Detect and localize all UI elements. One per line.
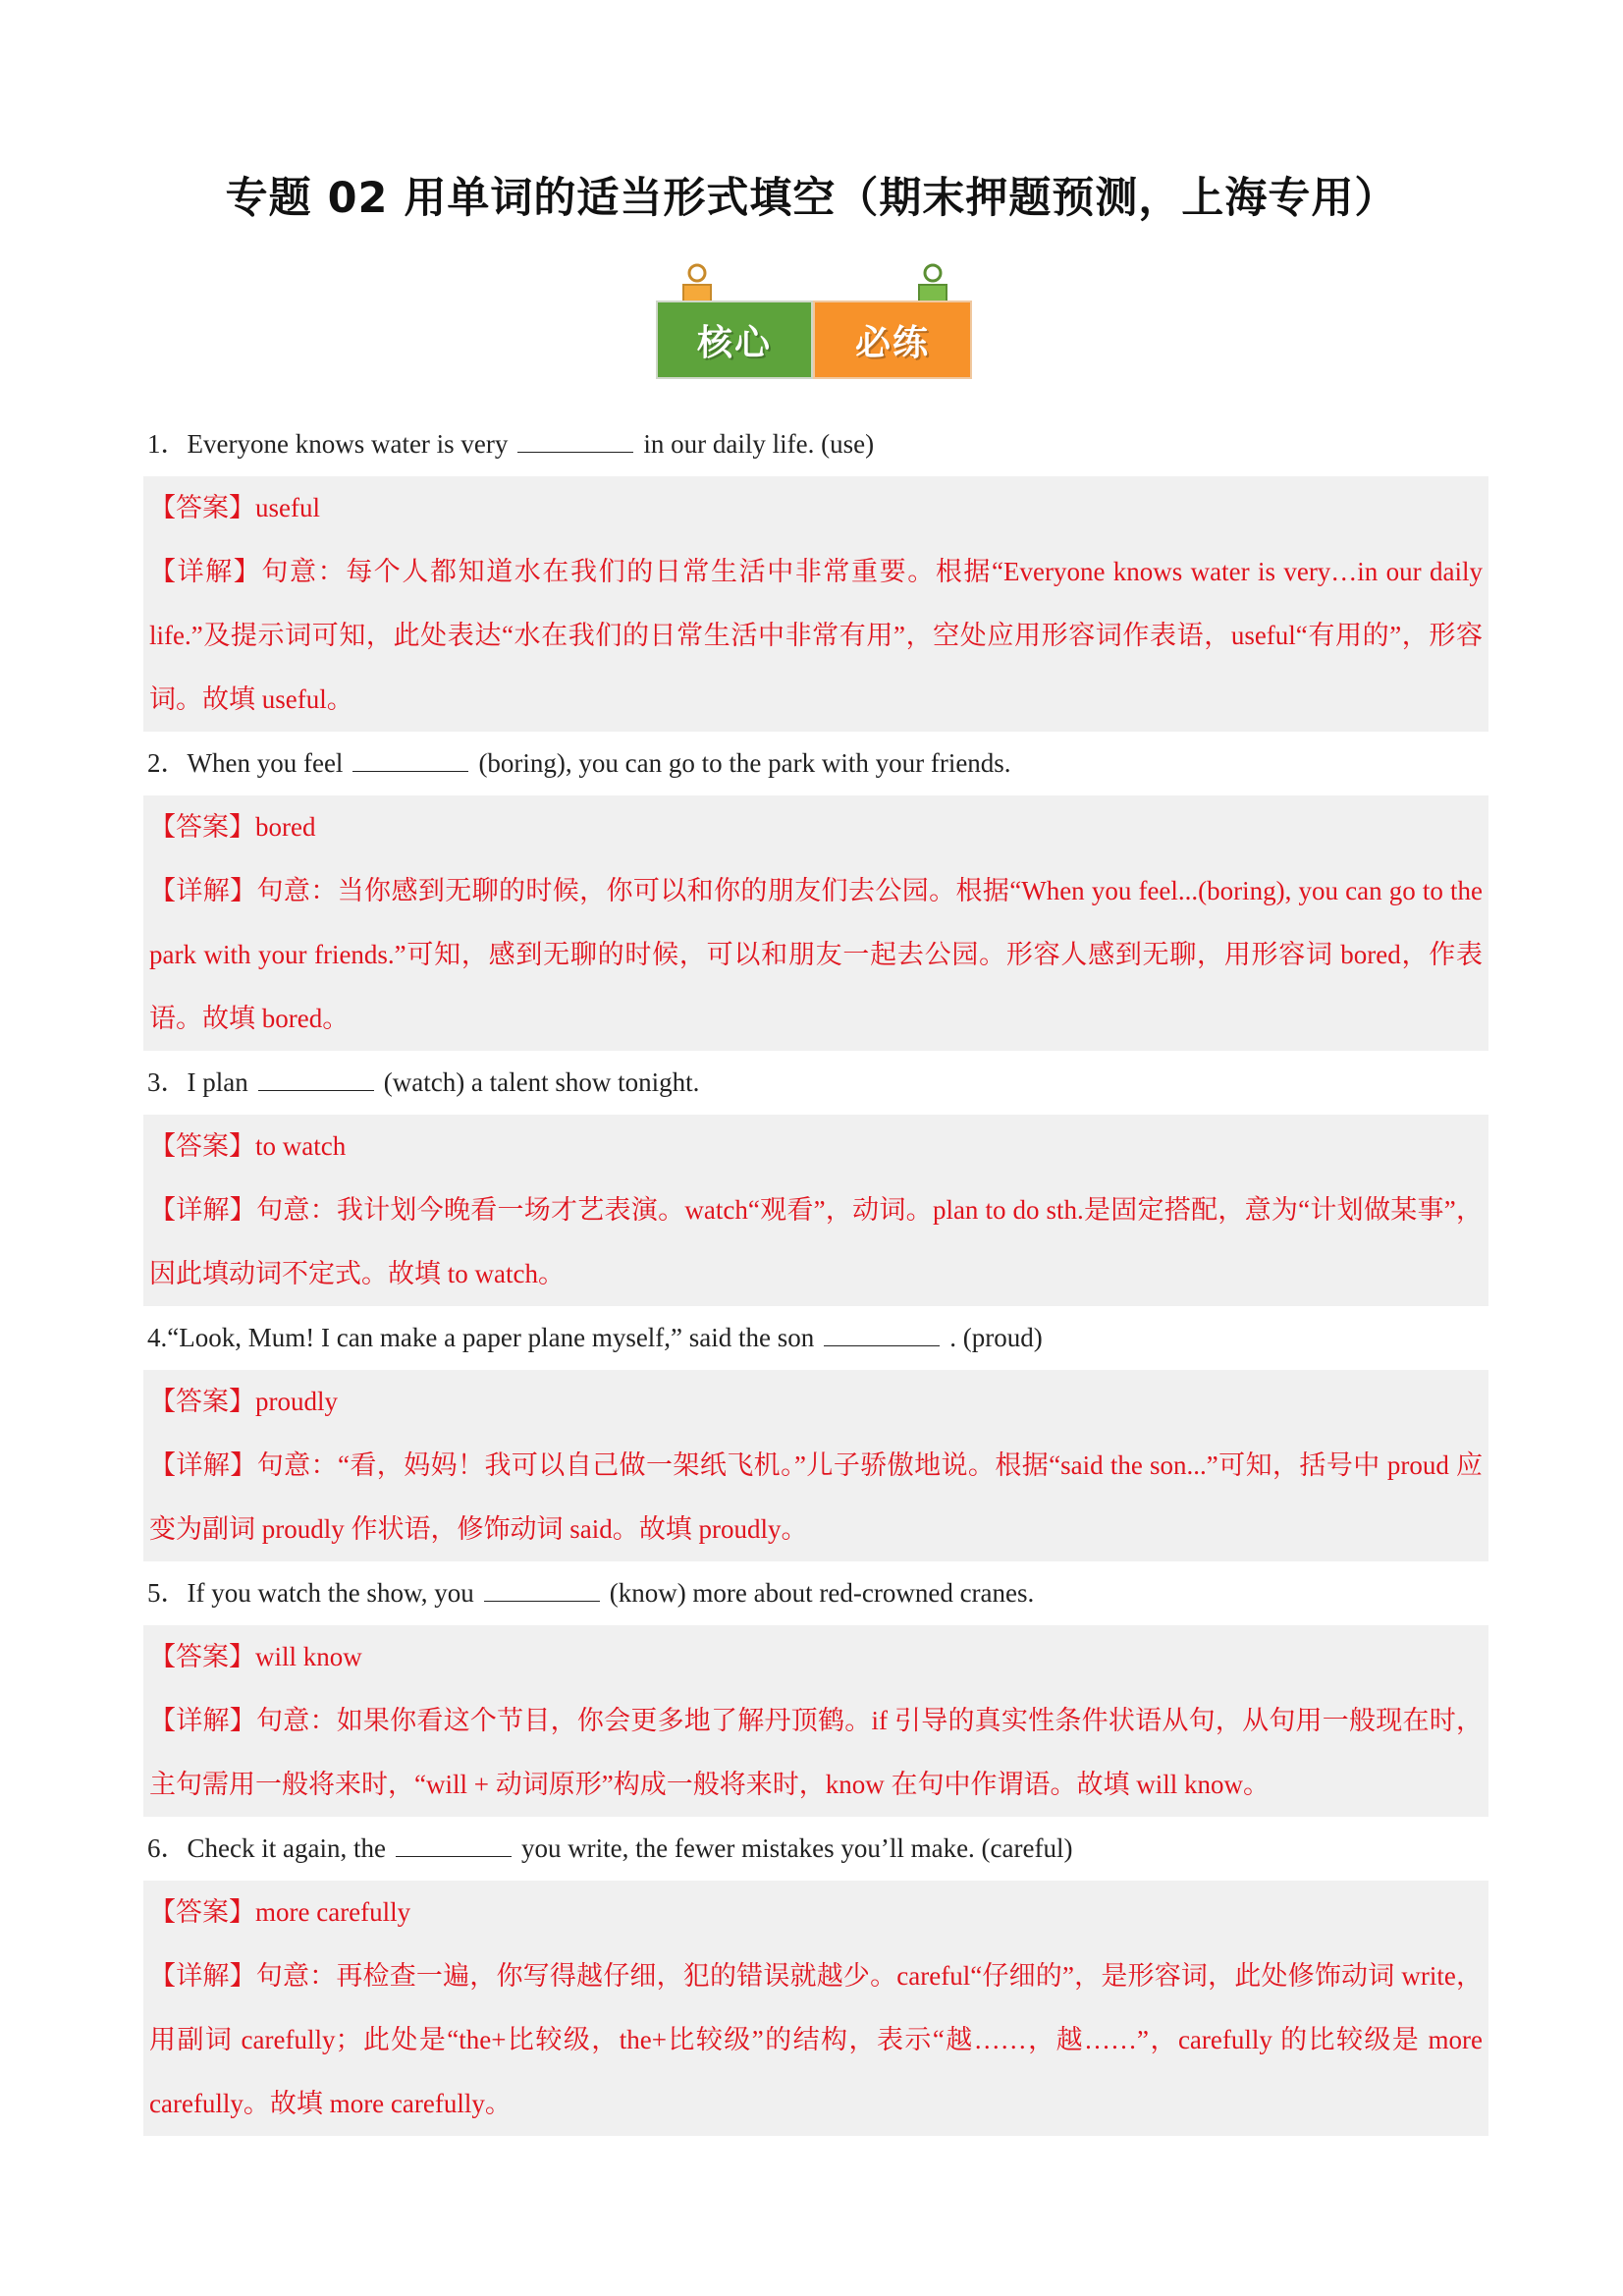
question-number: 2． <box>147 748 188 778</box>
page-title: 专题 02 用单词的适当形式填空（期末押题预测，上海专用） <box>225 174 1398 223</box>
question-number: 5． <box>147 1578 188 1608</box>
answer-line <box>149 476 1483 540</box>
answer-blank <box>352 749 468 772</box>
answer-box-2 <box>143 795 1488 1051</box>
answer-blank <box>396 1834 512 1857</box>
core-practice-badge <box>656 263 972 381</box>
question-text-before: If you watch the show, you <box>187 1578 474 1608</box>
explanation <box>149 1178 1483 1306</box>
explanation-text: 句意：每个人都知道水在我们的日常生活中非常重要。根据“Everyone knows water is very…in our daily life.”及提示词可知，此处表达“水在我们的日常生活中非常有用”，空处应用形容词作表语，useful“有用的”，形容词。故填 useful。 <box>149 557 1483 714</box>
badge-left-panel <box>656 301 813 379</box>
explain-tag: 【详解】 <box>149 1450 257 1480</box>
answer-line <box>149 795 1483 859</box>
answer-box-3 <box>143 1115 1488 1306</box>
question-text-after: (know) more about red-crowned cranes. <box>609 1578 1035 1608</box>
explain-tag: 【详解】 <box>149 557 262 586</box>
explanation <box>149 1689 1483 1817</box>
explanation-text: 句意：再检查一遍，你写得越仔细，犯的错误就越少。careful“仔细的”，是形容词，此处修饰动词 write，用副词 carefully；此处是“the+比较级，the+比较级”的结构，表示“越……，越……”，carefully 的比较级是 more carefully。故填 more carefully。 <box>149 1961 1483 2118</box>
explanation <box>149 859 1483 1051</box>
question-number: 1． <box>147 429 188 459</box>
question-6 <box>143 1817 1488 1881</box>
answer-blank <box>517 430 633 453</box>
answer-text: to watch <box>255 1131 347 1161</box>
answer-text: bored <box>255 812 316 842</box>
question-text-before: Check it again, the <box>187 1833 386 1863</box>
answer-box-6 <box>143 1881 1488 2136</box>
question-number: 4. <box>147 1323 168 1352</box>
explain-tag: 【详解】 <box>149 1706 256 1735</box>
question-list <box>143 412 1488 2136</box>
answer-text: will know <box>255 1642 362 1671</box>
question-5 <box>143 1561 1488 1625</box>
question-text-after: in our daily life. (use) <box>643 429 875 459</box>
badge-left-label: 核心 <box>696 322 772 363</box>
badge-right-label: 必练 <box>854 322 930 363</box>
answer-box-5 <box>143 1625 1488 1817</box>
answer-tag: 【答案】 <box>149 1897 255 1927</box>
explain-tag: 【详解】 <box>149 1195 257 1225</box>
answer-blank <box>258 1068 374 1091</box>
explanation <box>149 540 1483 732</box>
explain-tag: 【详解】 <box>149 1961 256 1991</box>
answer-text: more carefully <box>255 1897 411 1927</box>
question-text-after: (boring), you can go to the park with your friends. <box>478 748 1011 778</box>
answer-line <box>149 1881 1483 1944</box>
answer-line <box>149 1370 1483 1434</box>
answer-line <box>149 1625 1483 1689</box>
answer-box-1 <box>143 476 1488 732</box>
question-text-after: you write, the fewer mistakes you’ll make. (careful) <box>520 1833 1073 1863</box>
question-text-before: “Look, Mum! I can make a paper plane myself,” said the son <box>167 1323 815 1352</box>
answer-tag: 【答案】 <box>149 493 255 522</box>
question-text-before: I plan <box>187 1067 248 1097</box>
explanation-text: 句意：如果你看这个节目，你会更多地了解丹顶鹤。if 引导的真实性条件状语从句，从句用一般现在时，主句需用一般将来时，“will + 动词原形”构成一般将来时，know 在句中作谓语。故填 will know。 <box>149 1706 1484 1799</box>
answer-tag: 【答案】 <box>149 1131 255 1161</box>
answer-tag: 【答案】 <box>149 1642 255 1671</box>
answer-tag: 【答案】 <box>149 1387 255 1416</box>
answer-blank <box>484 1579 600 1602</box>
question-3 <box>143 1051 1488 1115</box>
question-text-after: . (proud) <box>949 1323 1043 1352</box>
explanation <box>149 1944 1483 2136</box>
question-text-before: When you feel <box>187 748 344 778</box>
question-number: 6． <box>147 1833 188 1863</box>
badge-right-panel <box>813 301 972 379</box>
explanation-text: 句意：我计划今晚看一场才艺表演。watch“观看”，动词。plan to do sth.是固定搭配，意为“计划做某事”，因此填动词不定式。故填 to watch。 <box>149 1195 1483 1288</box>
answer-box-4 <box>143 1370 1488 1561</box>
answer-blank <box>824 1324 940 1346</box>
question-number: 3． <box>147 1067 188 1097</box>
answer-line <box>149 1115 1483 1178</box>
explanation-text: 句意：“看，妈妈！我可以自己做一架纸飞机。”儿子骄傲地说。根据“said the son...”可知，括号中 proud 应变为副词 proudly 作状语，修饰动词 said。故填 proudly。 <box>149 1450 1483 1544</box>
question-4 <box>143 1306 1488 1370</box>
answer-text: proudly <box>255 1387 338 1416</box>
question-2 <box>143 732 1488 795</box>
explanation-text: 句意：当你感到无聊的时候，你可以和你的朋友们去公园。根据“When you feel...(boring), you can go to the park with your friends.”可知，感到无聊的时候，可以和朋友一起去公园。形容人感到无聊，用形容词 bored，作表语。故填 bored。 <box>149 876 1483 1033</box>
answer-tag: 【答案】 <box>149 812 255 842</box>
explanation <box>149 1434 1483 1561</box>
question-1 <box>143 412 1488 476</box>
question-text-after: (watch) a talent show tonight. <box>383 1067 700 1097</box>
question-text-before: Everyone knows water is very <box>187 429 509 459</box>
answer-text: useful <box>255 493 320 522</box>
explain-tag: 【详解】 <box>149 876 257 905</box>
